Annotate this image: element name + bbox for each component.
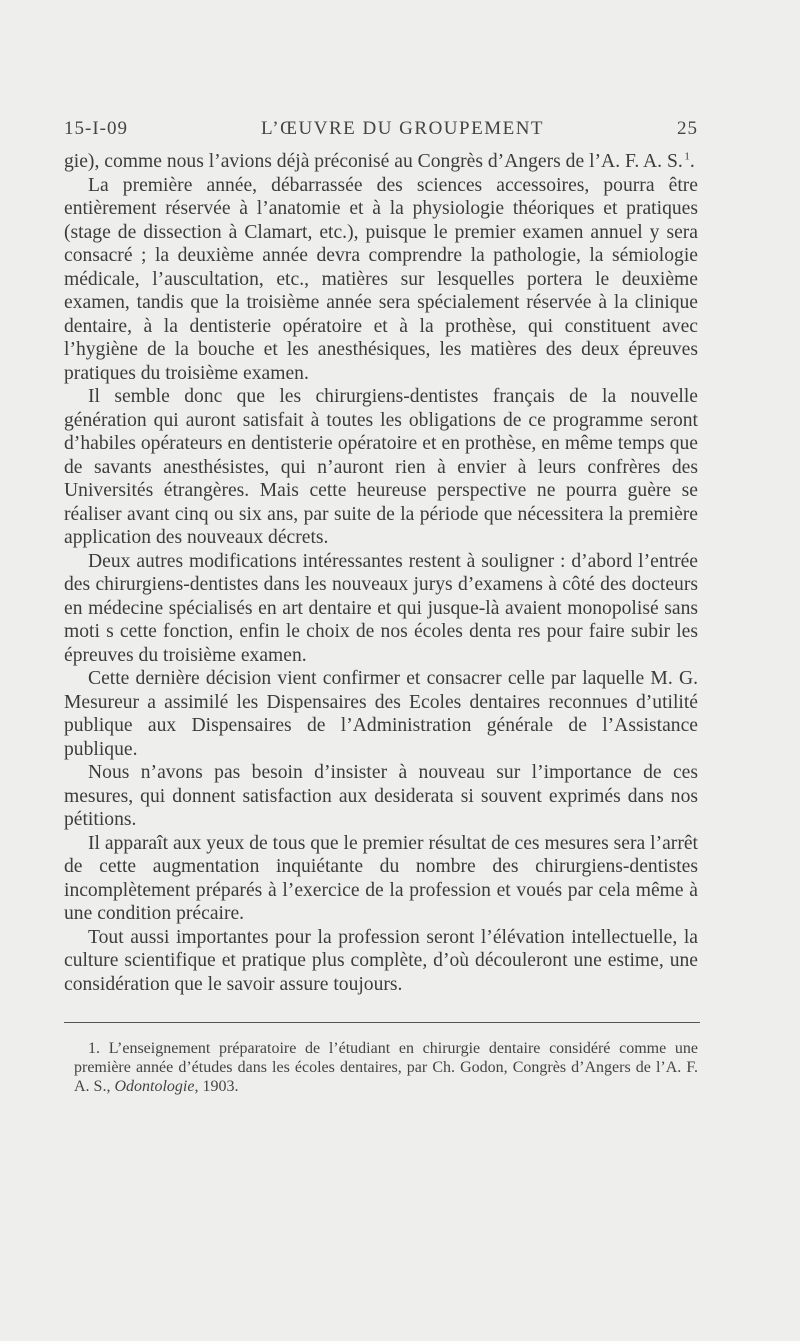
paragraph-text: gie), comme nous l’avions déjà préconisé au Congrès d’Angers de l’A. F. A. S.: [64, 151, 683, 172]
paragraph: Il semble donc que les chirurgiens-dentistes français de la nouvelle génération qui auront satisfait à toutes les obligations de ce programme seront d’habiles opérateurs en dentisterie opératoire et en prothèse, en même temps que de savants anesthésistes, qui n’auront rien à envier à leurs confrères des Universités étrangères. Mais cette heureuse perspective ne pourra guère se réaliser avant cinq ou six ans, par suite de la période que nécessitera la première application des nouveaux décrets.: [64, 386, 698, 548]
footnote-journal: Odontologie: [114, 1078, 195, 1095]
running-header: [64, 118, 698, 140]
page: [64, 118, 698, 1096]
footnote-text: L’enseignement préparatoire de l’étudiant en chirurgie dentaire considéré comme une première année d’études dans les écoles dentaires, par Ch. Godon, Congrès d’Angers de l’A. F. A. S.,: [74, 1040, 698, 1095]
footnote-number: 1.: [88, 1040, 100, 1057]
footnote: [64, 1039, 698, 1096]
paragraph-end-punctuation: .: [689, 151, 695, 172]
footnote-divider: [64, 1022, 700, 1023]
paragraph: [64, 150, 698, 174]
paragraph: Deux autres modifications intéressantes restent à souligner : d’abord l’entrée des chirurgiens-dentistes dans les nouveaux jurys d’examens à côté des docteurs en médecine spécialisés en art dentaire et qui jusque-là avaient monopolisé sans moti s cette fonction, enfin le choix de nos écoles denta res pour faire subir les épreuves du troisième examen.: [64, 550, 698, 666]
paragraph: Cette dernière décision vient confirmer et consacrer celle par laquelle M. G. Mesureur a assimilé les Dispensaires des Ecoles dentaires reconnues d’utilité publique aux Dispensaires de l’Administration générale de l’Assistance publique.: [64, 668, 698, 760]
paragraph: Tout aussi importantes pour la profession seront l’élévation intellectuelle, la culture scientifique et pratique plus complète, d’où découleront une estime, une considération que le savoir assure toujours.: [64, 926, 698, 995]
footnote-year: , 1903.: [194, 1078, 239, 1095]
footnote-reference[interactable]: 1: [684, 150, 690, 163]
paragraph: La première année, débarrassée des sciences accessoires, pourra être entièrement réservée à l’anatomie et à la physiologie théoriques et pratiques (stage de dissection à Clamart, etc.), puisque le premier examen annuel y sera consacré ; la deuxième année devra comprendre la pathologie, la sémiologie médicale, l’auscultation, etc., matières sur lesquelles portera le deuxième examen, tandis que la troisième année sera spécialement réservée à la clinique dentaire, à la dentisterie opératoire et à la prothèse, qui constituent avec l’hygiène de la bouche et les anesthésiques, les matières des deux épreuves pratiques du troisième examen.: [64, 174, 698, 384]
paragraph: Nous n’avons pas besoin d’insister à nouveau sur l’importance de ces mesures, qui donnent satisfaction aux desiderata si souvent exprimés dans nos pétitions.: [64, 762, 698, 830]
page-number: 25: [676, 118, 698, 139]
header-date: 15-I-09: [64, 118, 128, 139]
paragraph: Il apparaît aux yeux de tous que le premier résultat de ces mesures sera l’arrêt de cette augmentation inquiétante du nombre des chirurgiens-dentistes incomplètement préparés à l’exercice de la profession et voués par cela même à une condition précaire.: [64, 832, 698, 924]
body-text: [64, 150, 698, 996]
header-title: L’ŒUVRE DU GROUPEMENT: [260, 118, 545, 139]
